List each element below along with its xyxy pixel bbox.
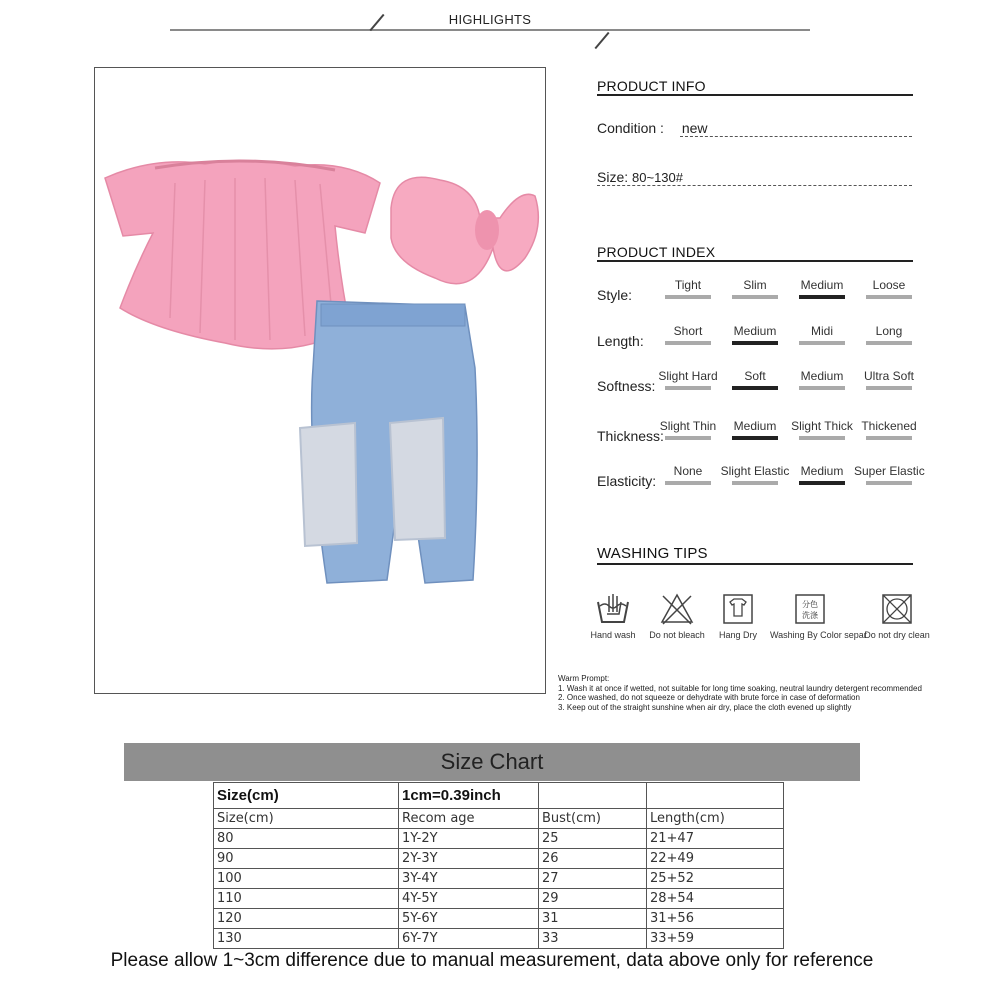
index-bar <box>665 386 711 390</box>
condition-value: new <box>681 120 708 136</box>
index-option: Loose <box>872 278 906 292</box>
size-chart-header-cell: Size(cm) <box>214 783 399 809</box>
index-option: Medium <box>733 419 777 433</box>
index-option: Short <box>673 324 703 338</box>
index-bar <box>665 295 711 299</box>
index-bar <box>866 295 912 299</box>
column-header: Size(cm) <box>214 809 399 829</box>
index-bar <box>799 386 845 390</box>
hang-dry-icon <box>720 592 756 626</box>
table-cell: 110 <box>214 889 399 909</box>
table-cell: 25 <box>539 829 647 849</box>
size-value: 80~130# <box>632 170 683 185</box>
table-cell: 100 <box>214 869 399 889</box>
index-bar <box>732 295 778 299</box>
table-row <box>214 929 784 949</box>
ripped-jeans-image <box>300 301 477 583</box>
color-separate-icon-text-1: 分色 <box>802 600 818 609</box>
index-option: Slight Elastic <box>720 464 790 478</box>
index-label: Style: <box>597 287 633 303</box>
wash-item-color-separate <box>770 592 867 640</box>
index-bar <box>866 386 912 390</box>
index-option: Slim <box>743 278 767 292</box>
size-dash <box>597 185 912 186</box>
warm-prompt-line-2: 2. Once washed, do not squeeze or dehydrate with brute force in case of deformation <box>558 693 860 702</box>
index-label: Thickness: <box>597 428 664 444</box>
table-cell: 25+52 <box>647 869 784 889</box>
warm-prompt-line-1: 1. Wash it at once if wetted, not suitable for long time soaking, neutral laundry detergent recommended <box>558 683 922 693</box>
index-label: Softness: <box>597 378 656 394</box>
table-cell: 1Y-2Y <box>399 829 539 849</box>
index-bar-selected <box>732 386 778 390</box>
wash-item-hang-dry <box>698 592 778 640</box>
size-chart-title: Size Chart <box>440 749 544 774</box>
size-chart-table <box>213 782 784 949</box>
hand-wash-icon <box>595 592 631 626</box>
index-option: Slight Hard <box>658 369 718 383</box>
index-option: Medium <box>800 278 844 292</box>
table-cell: 33 <box>539 929 647 949</box>
table-row <box>214 889 784 909</box>
index-label: Length: <box>597 333 644 349</box>
wash-item-no-dry-clean <box>857 592 937 640</box>
index-option: Soft <box>744 369 766 383</box>
index-option: None <box>673 464 703 478</box>
index-option: Medium <box>800 464 844 478</box>
size-row <box>597 169 683 185</box>
product-index-title: PRODUCT INDEX <box>597 244 716 260</box>
index-bar <box>665 481 711 485</box>
table-cell: 29 <box>539 889 647 909</box>
table-row <box>214 829 784 849</box>
index-bar <box>799 436 845 440</box>
index-bar <box>732 481 778 485</box>
index-bar <box>665 436 711 440</box>
table-cell: 22+49 <box>647 849 784 869</box>
index-bar-selected <box>732 436 778 440</box>
table-row <box>214 869 784 889</box>
index-bar-selected <box>732 341 778 345</box>
table-cell: 31+56 <box>647 909 784 929</box>
index-bar <box>866 481 912 485</box>
table-cell: 21+47 <box>647 829 784 849</box>
table-cell: 33+59 <box>647 929 784 949</box>
index-bar <box>866 436 912 440</box>
table-cell: 90 <box>214 849 399 869</box>
pink-bow-image <box>391 177 538 283</box>
size-chart-columns-row <box>214 809 784 829</box>
table-row <box>214 909 784 929</box>
size-chart-note: Please allow 1~3cm difference due to manual measurement, data above only for reference <box>110 950 874 971</box>
size-chart-header-cell <box>647 783 784 809</box>
index-bar <box>799 341 845 345</box>
product-info-title: PRODUCT INFO <box>597 78 706 94</box>
index-bar-selected <box>799 481 845 485</box>
index-bar-selected <box>799 295 845 299</box>
index-option: Medium <box>800 369 844 383</box>
condition-label: Condition : <box>597 120 664 136</box>
no-dry-clean-icon <box>879 592 915 626</box>
size-chart-header-row <box>214 783 784 809</box>
table-cell: 27 <box>539 869 647 889</box>
table-row <box>214 849 784 869</box>
no-bleach-label: Do not bleach <box>649 630 705 640</box>
index-option: Medium <box>733 324 777 338</box>
hang-dry-label: Hang Dry <box>718 630 757 640</box>
size-chart-header-cell: 1cm=0.39inch <box>399 783 539 809</box>
index-option: Super Elastic <box>854 464 925 478</box>
table-cell: 3Y-4Y <box>399 869 539 889</box>
product-info-rule <box>597 94 913 96</box>
condition-row <box>597 120 708 136</box>
highlights-rule <box>170 29 810 31</box>
no-dry-clean-label: Do not dry clean <box>864 630 930 640</box>
table-cell: 2Y-3Y <box>399 849 539 869</box>
condition-dash <box>680 136 912 137</box>
table-cell: 6Y-7Y <box>399 929 539 949</box>
highlights-title: HIGHLIGHTS <box>448 12 532 27</box>
washing-tips-title: WASHING TIPS <box>597 545 708 562</box>
index-option: Ultra Soft <box>863 369 914 383</box>
index-option: Slight Thin <box>659 419 717 433</box>
table-cell: 5Y-6Y <box>399 909 539 929</box>
index-label: Elasticity: <box>597 473 657 489</box>
index-option: Long <box>875 324 903 338</box>
column-header: Recom age <box>399 809 539 829</box>
color-separate-icon <box>792 592 828 626</box>
index-option: Thickened <box>861 419 917 433</box>
color-separate-label: Washing By Color separ <box>770 630 867 640</box>
index-option: Slight Thick <box>791 419 853 433</box>
table-cell: 26 <box>539 849 647 869</box>
washing-tips-rule <box>597 563 913 565</box>
table-cell: 28+54 <box>647 889 784 909</box>
product-index-rule <box>597 260 913 262</box>
warm-prompt-line-3: 3. Keep out of the straight sunshine when air dry, place the cloth evened up slightly <box>558 702 852 712</box>
table-cell: 120 <box>214 909 399 929</box>
index-option: Tight <box>674 278 702 292</box>
warm-prompt-title: Warm Prompt: <box>558 674 610 683</box>
column-header: Length(cm) <box>647 809 784 829</box>
size-chart-header-cell <box>539 783 647 809</box>
index-bar <box>866 341 912 345</box>
table-cell: 80 <box>214 829 399 849</box>
table-cell: 130 <box>214 929 399 949</box>
index-option: Midi <box>810 324 833 338</box>
table-cell: 31 <box>539 909 647 929</box>
index-bar <box>665 341 711 345</box>
column-header: Bust(cm) <box>539 809 647 829</box>
color-separate-icon-text-2: 洗涤 <box>802 611 818 620</box>
no-bleach-icon <box>659 592 695 626</box>
hand-wash-label: Hand wash <box>590 630 636 640</box>
size-label: Size: <box>597 169 629 185</box>
product-photo <box>94 67 546 694</box>
table-cell: 4Y-5Y <box>399 889 539 909</box>
highlights-slash-right <box>594 32 609 49</box>
warm-prompt <box>558 674 922 712</box>
